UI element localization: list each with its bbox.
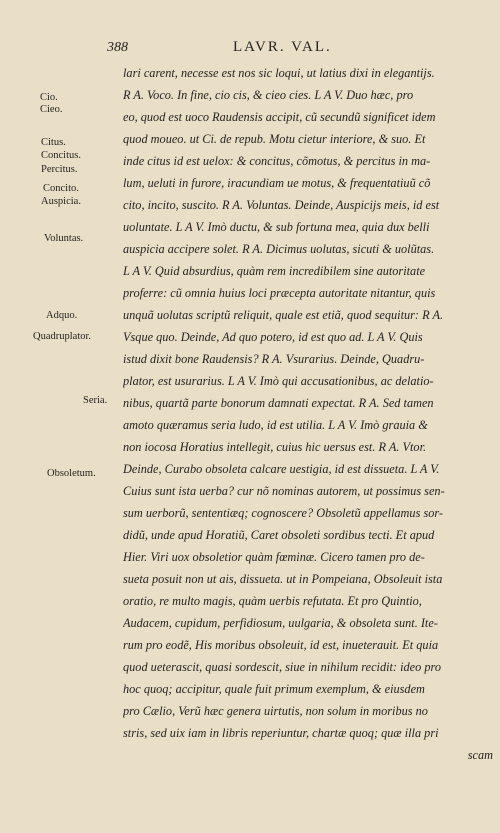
margin-note: Cieo. xyxy=(40,104,63,115)
running-head: LAVR. VAL. xyxy=(233,39,332,55)
margin-note: Voluntas. xyxy=(44,233,84,244)
text-line: didũ, unde apud Horatiũ, Caret obsoleti sordibus tecti. Et apud xyxy=(123,528,435,542)
margin-note: Concitus. xyxy=(41,150,81,161)
text-line: inde citus id est uelox: & concitus, cõmotus, & percitus in ma- xyxy=(123,154,431,168)
text-line: auspicia accipere solet. R A. Dicimus uolutas, sicuti & uolũtas. xyxy=(123,242,435,256)
margin-note: Cio. xyxy=(40,92,58,103)
text-line: istud dixit bone Raudensis? R A. Vsurarius. Deinde, Quadru- xyxy=(123,352,425,366)
text-line: quod moueo. ut Ci. de repub. Motu cietur interiore, & suo. Et xyxy=(123,132,426,146)
text-line: cito, incito, suscito. R A. Voluntas. Deinde, Auspicijs meis, id est xyxy=(123,198,440,212)
margin-note: Citus. xyxy=(41,137,66,148)
margin-notes xyxy=(0,0,125,833)
text-line: Cuius sunt ista uerba? cur nõ nominas autorem, ut possimus sen- xyxy=(123,484,445,498)
text-line: hoc quoq; accipitur, quale fuit primum exemplum, & eiusdem xyxy=(123,682,425,696)
text-line: nibus, quartã parte bonorum damnati expectat. R A. Sed tamen xyxy=(123,396,434,410)
text-line: lari carent, necesse est nos sic loqui, ut latius dixi in elegantijs. xyxy=(123,66,435,80)
text-line: plator, est usurarius. L A V. Imò qui accusationibus, ac delatio- xyxy=(123,374,434,388)
text-line: Vsque quo. Deinde, Ad quo potero, id est quo ad. L A V. Quis xyxy=(123,330,423,344)
text-line: R A. Voco. In fine, cio cis, & cieo cies. L A V. Duo hæc, pro xyxy=(123,88,414,102)
text-line: eo, quod est uoco Raudensis accipit, cũ secundũ significet idem xyxy=(123,110,436,124)
text-line: amoto quæramus seria ludo, id est utilia. L A V. Imò grauia & xyxy=(123,418,428,432)
margin-note: Obsoletum. xyxy=(47,468,96,479)
text-line: Hier. Viri uox obsoletior quàm fœminæ. Cicero tamen pro de- xyxy=(123,550,425,564)
text-line: L A V. Quid absurdius, quàm rem incredibilem sine autoritate xyxy=(123,264,426,278)
text-line: sum uerborũ, sententiæq; cognoscere? Obsoletũ appellamus sor- xyxy=(123,506,444,520)
body-text xyxy=(123,62,495,766)
text-line: quod ueterascit, quasi sordescit, siue in nihilum recidit: ideo pro xyxy=(123,660,441,674)
text-line: unquã uolutas scriptũ reliquit, quale est etiã, quod sequitur: R A. xyxy=(123,308,444,322)
text-line: Deinde, Curabo obsoleta calcare uestigia, id est dissueta. L A V. xyxy=(123,462,440,476)
text-line: non iocosa Horatius intellegit, cuius hic uersus est. R A. Vtor. xyxy=(123,440,427,454)
text-line: Audacem, cupidum, perfidiosum, uulgaria, & obsoleta sunt. Ite- xyxy=(123,616,438,630)
text-line: sueta posuit non ut ais, dissueta. ut in Pompeiana, Obsoleuit ista xyxy=(123,572,443,586)
margin-note: Quadruplator. xyxy=(33,331,92,342)
text-line: rum pro eodẽ, His moribus obsoleuit, id est, inueterauit. Et quia xyxy=(123,638,439,652)
text-line: proferre: cũ omnia huius loci præcepta autoritate nitantur, quis xyxy=(123,286,436,300)
text-line: lum, ueluti in furore, iracundiam ue motus, & frequentatiuũ cõ xyxy=(123,176,431,190)
text-line: pro Cælio, Verũ hæc genera uirtutis, non solum in moribus no xyxy=(123,704,428,718)
text-line: stris, sed uix iam in libris reperiuntur, chartæ quoq; quæ illa pri xyxy=(123,726,439,740)
catchword: scam xyxy=(467,748,493,762)
text-line: uoluntate. L A V. Imò ductu, & sub fortuna mea, quia dux belli xyxy=(123,220,430,234)
margin-note: Seria. xyxy=(83,395,108,406)
margin-note: Concito. xyxy=(43,183,79,194)
margin-note: Adquo. xyxy=(46,310,78,321)
page-number: 388 xyxy=(107,40,128,55)
margin-note: Percitus. xyxy=(41,164,78,175)
text-line: oratio, re multo magis, quàm uerbis refutata. Et pro Quintio, xyxy=(123,594,422,608)
margin-note: Auspicia. xyxy=(41,196,81,207)
